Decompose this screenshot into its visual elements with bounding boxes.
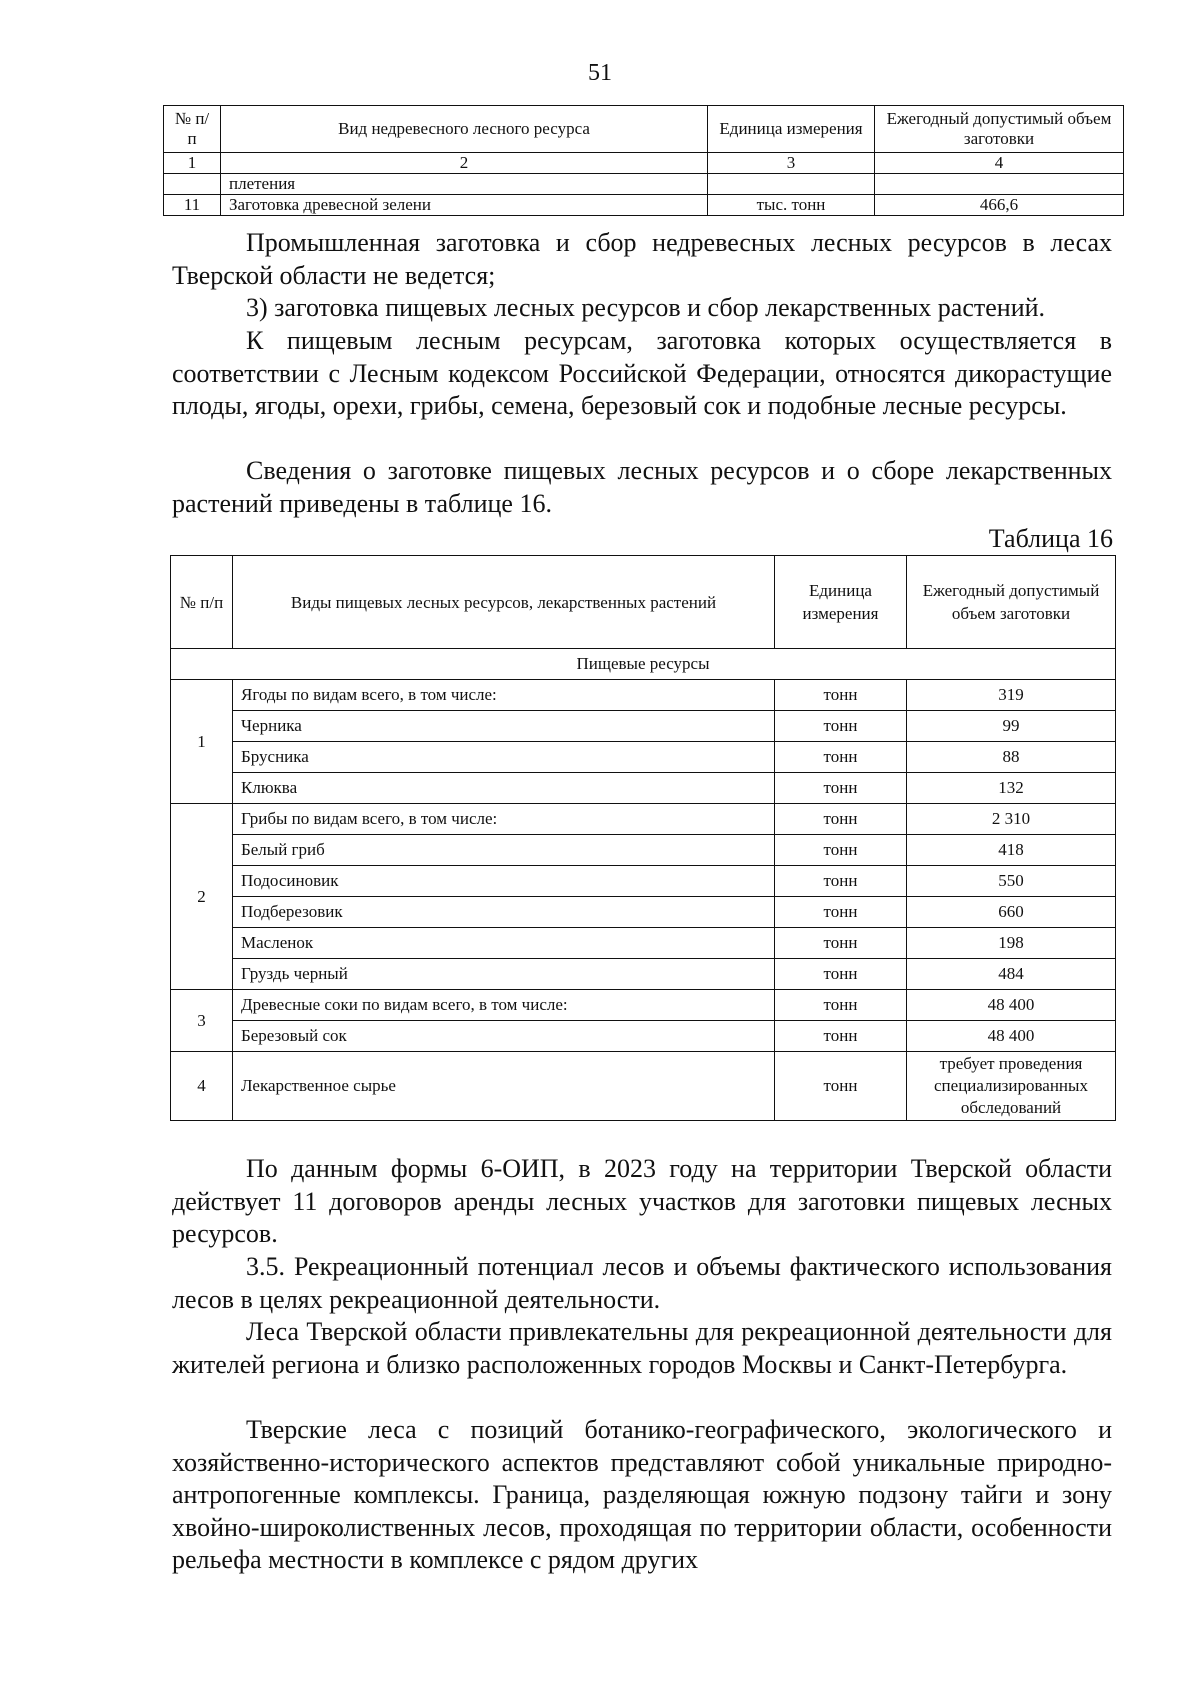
- row-unit: тонн: [775, 835, 907, 866]
- table-row: [171, 711, 1116, 742]
- column-number: 2: [221, 153, 708, 174]
- table-row: [171, 990, 1116, 1021]
- row-value: требует проведения специализированных обследований: [907, 1052, 1116, 1121]
- row-name: плетения: [221, 174, 708, 195]
- row-unit: тонн: [775, 711, 907, 742]
- row-num: [164, 174, 221, 195]
- table-row: [171, 959, 1116, 990]
- header-unit: Единица измерения: [708, 106, 875, 153]
- row-name: Подберезовик: [233, 897, 775, 928]
- header-volume: Ежегодный допустимый объем заготовки: [907, 556, 1116, 649]
- table-row: [171, 680, 1116, 711]
- row-value: 48 400: [907, 990, 1116, 1021]
- row-unit: тонн: [775, 773, 907, 804]
- header-num: № п/п: [164, 106, 221, 153]
- row-value: 319: [907, 680, 1116, 711]
- row-value: 88: [907, 742, 1116, 773]
- row-name: Масленок: [233, 928, 775, 959]
- row-value: 660: [907, 897, 1116, 928]
- header-unit: Единица измерения: [775, 556, 907, 649]
- row-value: 48 400: [907, 1021, 1116, 1052]
- table-row: [171, 897, 1116, 928]
- row-unit: тонн: [775, 1052, 907, 1121]
- table-row: [171, 928, 1116, 959]
- row-unit: тонн: [775, 804, 907, 835]
- row-value: 484: [907, 959, 1116, 990]
- column-number-row: [164, 153, 1124, 174]
- row-value: 418: [907, 835, 1116, 866]
- row-unit: тонн: [775, 866, 907, 897]
- section-title: Пищевые ресурсы: [171, 649, 1116, 680]
- table-row: [171, 742, 1116, 773]
- row-name: Ягоды по видам всего, в том числе:: [233, 680, 775, 711]
- table-row: [171, 804, 1116, 835]
- row-unit: тыс. тонн: [708, 195, 875, 216]
- column-number: 1: [164, 153, 221, 174]
- header-resource-type: Виды пищевых лесных ресурсов, лекарственных растений: [233, 556, 775, 649]
- row-name: Белый гриб: [233, 835, 775, 866]
- table-header-row: [171, 556, 1116, 649]
- row-name: Брусника: [233, 742, 775, 773]
- table-row: [171, 835, 1116, 866]
- row-value: 2 310: [907, 804, 1116, 835]
- row-value: [875, 174, 1124, 195]
- row-unit: тонн: [775, 959, 907, 990]
- group-num: 4: [171, 1052, 233, 1121]
- row-unit: тонн: [775, 1021, 907, 1052]
- row-name: Заготовка древесной зелени: [221, 195, 708, 216]
- row-unit: тонн: [775, 990, 907, 1021]
- row-unit: тонн: [775, 680, 907, 711]
- row-value: 132: [907, 773, 1116, 804]
- row-value: 99: [907, 711, 1116, 742]
- row-name: Древесные соки по видам всего, в том числе:: [233, 990, 775, 1021]
- row-unit: тонн: [775, 742, 907, 773]
- header-num: № п/п: [171, 556, 233, 649]
- non-timber-resources-table: [163, 105, 1124, 216]
- paragraph-recreation-heading: 3.5. Рекреационный потенциал лесов и объемы фактического использования лесов в целях рекреационной деятельности.: [172, 1252, 1112, 1314]
- paragraph-food-resources-heading: 3) заготовка пищевых лесных ресурсов и сбор лекарственных растений.: [246, 293, 1046, 322]
- row-value: 550: [907, 866, 1116, 897]
- row-name: Подосиновик: [233, 866, 775, 897]
- row-name: Березовый сок: [233, 1021, 775, 1052]
- group-num: 1: [171, 680, 233, 804]
- table-row: [164, 195, 1124, 216]
- row-value: 198: [907, 928, 1116, 959]
- row-unit: [708, 174, 875, 195]
- row-name: Черника: [233, 711, 775, 742]
- column-number: 4: [875, 153, 1124, 174]
- row-num: 11: [164, 195, 221, 216]
- table-row: [171, 1021, 1116, 1052]
- row-name: Лекарственное сырье: [233, 1052, 775, 1121]
- paragraph-tver-forests: Тверские леса с позиций ботанико-географического, экологического и хозяйственно-исторического аспектов представляют собой уникальные природно-антропогенные комплексы. Граница, разделяющая южную подзону тайги и зону хвойно-широколиственных лесов, проходящая по территории области, особенности рельефа местности в комплексе с рядом других: [172, 1415, 1112, 1574]
- section-row: [171, 649, 1116, 680]
- page-number: 51: [588, 60, 612, 86]
- row-unit: тонн: [775, 928, 907, 959]
- paragraph-recreation-attractiveness: Леса Тверской области привлекательны для рекреационной деятельности для жителей региона и близко расположенных городов Москвы и Санкт-Петербурга.: [172, 1317, 1112, 1379]
- row-value: 466,6: [875, 195, 1124, 216]
- paragraph-food-resources-definition: К пищевым лесным ресурсам, заготовка которых осуществляется в соответствии с Лесным кодексом Российской Федерации, относятся дикорастущие плоды, ягоды, орехи, грибы, семена, березовый сок и подобные лесные ресурсы.: [172, 326, 1112, 420]
- table-header-row: [164, 106, 1124, 153]
- food-resources-table: [170, 555, 1116, 1121]
- row-name: Грибы по видам всего, в том числе:: [233, 804, 775, 835]
- row-unit: тонн: [775, 897, 907, 928]
- table-row: [171, 773, 1116, 804]
- table-row: [171, 1052, 1116, 1121]
- row-name: Клюква: [233, 773, 775, 804]
- paragraph-table-reference: Сведения о заготовке пищевых лесных ресурсов и о сборе лекарственных растений приведены в таблице 16.: [172, 456, 1112, 518]
- row-name: Груздь черный: [233, 959, 775, 990]
- group-num: 2: [171, 804, 233, 990]
- table-row: [164, 174, 1124, 195]
- header-resource: Вид недревесного лесного ресурса: [221, 106, 708, 153]
- table-row: [171, 866, 1116, 897]
- table-caption: Таблица 16: [988, 524, 1113, 553]
- paragraph-lease-agreements: По данным формы 6-ОИП, в 2023 году на территории Тверской области действует 11 договоров аренды лесных участков для заготовки пищевых лесных ресурсов.: [172, 1154, 1112, 1248]
- header-volume: Ежегодный допустимый объем заготовки: [875, 106, 1124, 153]
- paragraph-industrial-harvest: Промышленная заготовка и сбор недревесных лесных ресурсов в лесах Тверской области не ведется;: [172, 228, 1112, 290]
- group-num: 3: [171, 990, 233, 1052]
- column-number: 3: [708, 153, 875, 174]
